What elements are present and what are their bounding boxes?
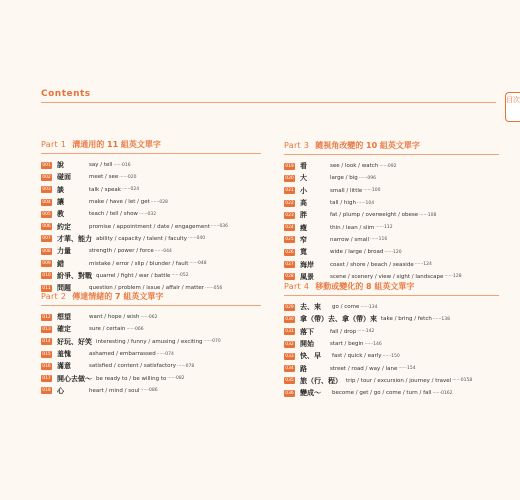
entry-english-words: thin / lean / slim [330, 224, 375, 231]
entry-number-badge: 033 [285, 353, 294, 359]
toc-entry[interactable] [284, 197, 499, 209]
entry-number-badge: 019 [285, 163, 294, 169]
part-1-section [41, 138, 261, 294]
entry-chinese-word: 碰面 [57, 173, 71, 182]
title-divider [41, 102, 496, 103]
entry-page-number: ······066 [126, 326, 144, 332]
entry-english-words: heart / mind / soul [89, 387, 140, 394]
entry-chinese-word: 胖 [300, 211, 307, 220]
entry-chinese-word: 快、早 [300, 352, 321, 361]
entry-number-badge: 013 [42, 326, 51, 332]
toc-entry[interactable] [41, 233, 261, 245]
entry-number-badge: 023 [285, 212, 294, 218]
entry-page-number: ······112 [375, 225, 393, 231]
toc-entry[interactable] [284, 362, 499, 374]
entry-chinese-word: 變成～ [300, 389, 321, 398]
part-divider [284, 154, 499, 155]
part-number: Part 4 [284, 282, 310, 291]
entry-page-number: ······154 [398, 366, 416, 372]
entry-english-words: sure / certain [89, 326, 126, 333]
entry-english-words: scene / scenery / view / sight / landscape [330, 273, 444, 280]
entry-english-words: large / big [330, 175, 358, 182]
entry-number-badge: 006 [42, 224, 51, 230]
entry-chinese-word: 說 [57, 161, 64, 170]
entry-page-number: ······048 [189, 261, 207, 267]
entry-english-words: talk / speak [89, 186, 121, 193]
toc-entry[interactable] [41, 311, 261, 323]
toc-entry[interactable] [284, 209, 499, 221]
entry-english-words: coast / shore / beach / seaside [330, 261, 414, 268]
entry-page-number: ······138 [432, 316, 451, 322]
toc-entry[interactable] [41, 184, 261, 196]
entry-chinese-word: 大 [300, 174, 307, 183]
entry-page-number: ······092 [379, 163, 397, 169]
entry-number-badge: 034 [285, 366, 294, 372]
entry-number-badge: 024 [285, 225, 294, 231]
part-title [284, 139, 499, 153]
entry-english-words: fat / plump / overweight / obese [330, 212, 419, 219]
toc-entry[interactable] [41, 196, 261, 208]
entry-number-badge: 028 [285, 274, 294, 280]
entry-number-badge: 017 [42, 376, 51, 382]
part-heading: 溝通用的 11 組英文單字 [72, 140, 161, 149]
entry-chinese-word: 窄 [300, 235, 307, 244]
toc-entry[interactable] [41, 245, 261, 257]
entry-number-badge: 004 [42, 199, 51, 205]
entry-page-number: ······074 [156, 351, 174, 357]
entry-number-badge: 014 [42, 339, 51, 345]
entry-english-words: promise / appointment / date / engagement [89, 223, 210, 230]
entry-number-badge: 008 [42, 248, 51, 254]
entry-english-words: say / tell [89, 162, 113, 169]
toc-entry[interactable] [41, 208, 261, 220]
toc-entry[interactable] [284, 234, 499, 246]
part-3-section [284, 139, 499, 283]
part-heading: 傳達情緒的 7 組英文單字 [72, 292, 164, 301]
entry-english-words: take / bring / fetch [381, 316, 432, 323]
entry-number-badge: 018 [42, 388, 51, 394]
entry-english-words: ability / capacity / talent / faculty [96, 235, 187, 242]
toc-entry[interactable] [284, 387, 499, 399]
entry-chinese-word: 海岸 [300, 260, 314, 269]
toc-entry[interactable] [41, 348, 261, 360]
entry-chinese-word: 看 [300, 162, 307, 171]
entry-english-words: ashamed / embarrassed [89, 351, 156, 358]
entry-chinese-word: 力量 [57, 247, 71, 256]
entry-chinese-word: 寬 [300, 248, 307, 257]
entry-english-words: street / road / way / lane [330, 365, 398, 372]
part-number: Part 2 [41, 292, 67, 301]
toc-entry[interactable] [284, 185, 499, 197]
toc-entry[interactable] [284, 350, 499, 362]
entry-english-words: be ready to / be willing to [96, 375, 167, 382]
entry-english-words: satisfied / content / satisfactory [89, 363, 177, 370]
entry-chinese-word: 小 [300, 186, 307, 195]
entry-chinese-word: 想望 [57, 313, 71, 322]
entry-number-badge: 010 [42, 273, 51, 279]
entry-page-number: ······124 [414, 262, 432, 268]
entry-number-badge: 030 [285, 316, 294, 322]
entry-page-number: ······032 [138, 211, 157, 217]
entry-chinese-word: 紛爭、對戰 [57, 271, 92, 280]
entry-number-badge: 021 [285, 188, 294, 194]
entry-chinese-word: 高 [300, 199, 307, 208]
entry-number-badge: 001 [42, 162, 51, 168]
entry-page-number: ······146 [364, 341, 382, 347]
toc-entry[interactable] [284, 326, 499, 338]
toc-entry[interactable] [41, 336, 261, 348]
page-title: Contents [41, 89, 91, 99]
toc-entry[interactable] [284, 313, 499, 325]
toc-entry[interactable] [284, 338, 499, 350]
entry-chinese-word: 羞愧 [57, 350, 71, 359]
part-divider [41, 305, 261, 306]
entry-page-number: ······040 [187, 236, 206, 242]
entry-number-badge: 035 [285, 378, 294, 384]
entry-page-number: ······062 [140, 314, 158, 320]
toc-entry[interactable] [41, 159, 261, 171]
entry-number-badge: 016 [42, 363, 51, 369]
entry-english-words: meet / see [89, 174, 119, 181]
entry-chinese-word: 才華、能力 [57, 234, 92, 243]
part-divider [284, 295, 499, 296]
entry-page-number: ······070 [203, 339, 221, 345]
entry-chinese-word: 拿（帶）去、拿（帶）來 [300, 315, 377, 324]
entry-page-number: ······128 [444, 274, 462, 280]
part-heading: 隨視角改變的 10 組英文單字 [315, 141, 420, 150]
entry-english-words: mistake / error / slip / blunder / fault [89, 260, 189, 267]
entry-page-number: ······104 [356, 200, 375, 206]
entry-chinese-word: 開始 [300, 340, 314, 349]
toc-entry[interactable] [284, 221, 499, 233]
entry-number-badge: 036 [285, 390, 294, 396]
entry-page-number: ······020 [119, 174, 137, 180]
entry-chinese-word: 滿意 [57, 362, 71, 371]
toc-entry[interactable] [41, 270, 261, 282]
entry-english-words: fall / drop [330, 328, 357, 335]
entry-page-number: ······142 [357, 329, 375, 335]
entry-number-badge: 015 [42, 351, 51, 357]
entry-page-number: ······036 [210, 224, 229, 230]
entry-chinese-word: 心 [57, 386, 64, 395]
part-number: Part 3 [284, 141, 310, 150]
entry-page-number: ······028 [150, 199, 168, 205]
entry-page-number: ······096 [358, 175, 376, 181]
toc-entry[interactable] [284, 258, 499, 270]
entry-page-number: ······116 [370, 237, 388, 243]
part-4-section [284, 280, 499, 399]
entry-page-number: ······134 [360, 304, 378, 310]
toc-entry[interactable] [284, 160, 499, 172]
entry-english-words: become / get / go / come / turn / fall [332, 390, 432, 397]
entry-number-badge: 020 [285, 175, 294, 181]
entry-chinese-word: 旅（行、程） [300, 376, 342, 385]
entry-number-badge: 026 [285, 249, 294, 255]
entry-chinese-word: 瘦 [300, 223, 307, 232]
part-title [284, 280, 499, 294]
entry-english-words: quarrel / fight / war / battle [96, 272, 171, 279]
entry-number-badge: 005 [42, 211, 51, 217]
entry-number-badge: 029 [285, 304, 294, 310]
entry-english-words: fast / quick / early [332, 353, 382, 360]
entry-chinese-word: 開心去做～ [57, 374, 92, 383]
entry-page-number: ······0162 [432, 390, 453, 396]
entry-english-words: start / begin [330, 341, 364, 348]
entry-page-number: ······150 [382, 353, 400, 359]
entry-page-number: ······078 [177, 363, 195, 369]
toc-entry[interactable] [41, 385, 261, 397]
toc-entry[interactable] [41, 257, 261, 269]
entry-english-words: tall / high [330, 200, 356, 207]
part-2-section [41, 290, 261, 397]
part-title [41, 290, 261, 304]
entry-page-number: ······100 [363, 188, 381, 194]
entry-english-words: make / have / let / get [89, 199, 150, 206]
entry-page-number: ······016 [113, 162, 131, 168]
entry-chinese-word: 談 [57, 185, 64, 194]
entry-chinese-word: 風景 [300, 272, 314, 281]
side-tab[interactable]: 目次 [505, 92, 520, 122]
entry-chinese-word: 教 [57, 210, 64, 219]
toc-entry[interactable] [41, 360, 261, 372]
entry-chinese-word: 路 [300, 364, 307, 373]
part-heading: 移動或變化的 8 組英文單字 [315, 282, 415, 291]
entry-english-words: trip / tour / excursion / journey / travel [346, 377, 452, 384]
entry-chinese-word: 問題 [57, 284, 71, 293]
entry-page-number: ······108 [419, 212, 437, 218]
entry-chinese-word: 去、來 [300, 303, 321, 312]
entry-page-number: ······082 [167, 376, 185, 382]
part-divider [41, 153, 261, 154]
entry-page-number: ······024 [121, 187, 140, 193]
toc-entry[interactable] [41, 220, 261, 232]
entry-english-words: go / come [332, 304, 360, 311]
entry-number-badge: 011 [42, 285, 51, 291]
entry-chinese-word: 約定 [57, 222, 71, 231]
entry-chinese-word: 好玩、好笑 [57, 337, 92, 346]
entry-page-number: ······052 [171, 273, 189, 279]
entry-chinese-word: 確定 [57, 325, 71, 334]
toc-entry[interactable] [41, 372, 261, 384]
entry-number-badge: 007 [42, 236, 51, 242]
toc-entry[interactable] [41, 171, 261, 183]
toc-entry[interactable] [41, 323, 261, 335]
entry-number-badge: 027 [285, 262, 294, 268]
entry-chinese-word: 讓 [57, 198, 64, 207]
entry-number-badge: 031 [285, 329, 294, 335]
toc-entry[interactable] [284, 375, 499, 387]
entry-english-words: see / look / watch [330, 163, 379, 170]
entry-english-words: interesting / funny / amusing / exciting [96, 338, 203, 345]
entry-english-words: want / hope / wish [89, 314, 140, 321]
entry-number-badge: 002 [42, 174, 51, 180]
entry-page-number: ······044 [154, 248, 172, 254]
part-title [41, 138, 261, 152]
entry-number-badge: 032 [285, 341, 294, 347]
entry-english-words: teach / tell / show [89, 211, 138, 218]
entry-chinese-word: 錯 [57, 259, 64, 268]
entry-number-badge: 025 [285, 237, 294, 243]
toc-entry[interactable] [284, 172, 499, 184]
entry-page-number: ······0158 [452, 378, 473, 384]
entry-number-badge: 003 [42, 187, 51, 193]
entry-number-badge: 009 [42, 261, 51, 267]
entry-number-badge: 012 [42, 314, 51, 320]
entry-page-number: ······086 [140, 388, 158, 394]
part-number: Part 1 [41, 140, 67, 149]
entry-english-words: question / problem / issue / affair / matter [89, 285, 205, 292]
toc-entry[interactable] [284, 246, 499, 258]
entry-page-number: ······120 [384, 249, 402, 255]
entry-english-words: wide / large / broad [330, 249, 384, 256]
entry-number-badge: 022 [285, 200, 294, 206]
entry-page-number: ······056 [205, 285, 223, 291]
entry-chinese-word: 落下 [300, 327, 314, 336]
entry-english-words: small / little [330, 187, 363, 194]
toc-entry[interactable] [284, 301, 499, 313]
entry-english-words: narrow / small [330, 236, 370, 243]
entry-english-words: strength / power / force [89, 248, 154, 255]
